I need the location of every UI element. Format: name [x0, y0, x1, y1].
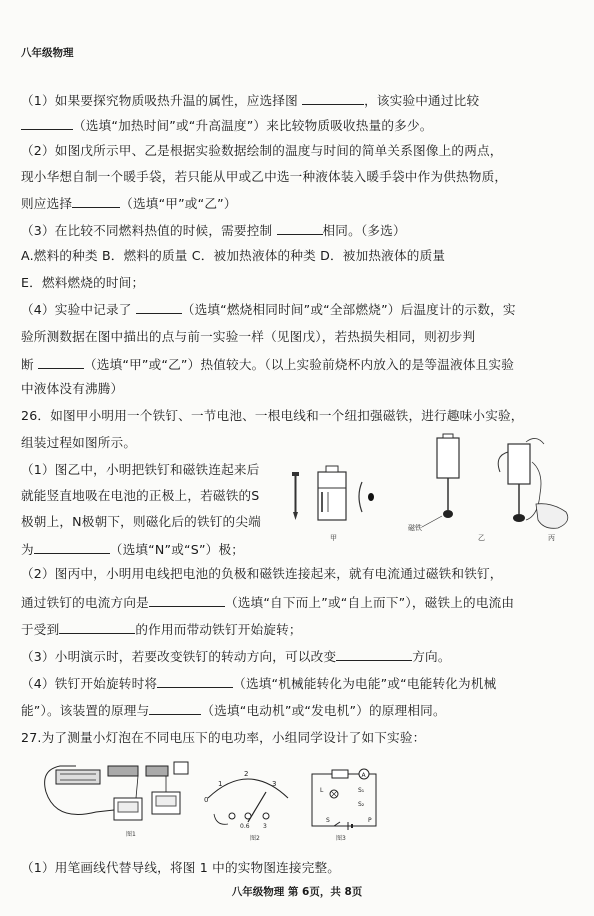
figure-26	[282, 432, 582, 560]
answer-blank[interactable]	[302, 92, 364, 105]
switch-s2-label: S₂	[358, 801, 365, 808]
magnet-illustration	[359, 482, 374, 512]
text-line	[21, 117, 433, 134]
text-line	[21, 648, 451, 665]
text-line	[21, 594, 514, 611]
text-segment: 26．如图甲小明用一个铁钉、一节电池、一根电线和一个纽扣强磁铁，进行趣味小实验，	[21, 408, 524, 423]
figure-2-meter	[204, 770, 288, 842]
text-segment: （选填“甲”或“乙”）热值较大。（以上实验前烧杯内放入的是等温液体且实验	[84, 357, 514, 372]
text-line	[21, 541, 244, 558]
text-segment: 的作用而带动铁钉开始旋转；	[135, 622, 302, 637]
text-segment: 组装过程如图所示。	[21, 435, 137, 450]
text-segment: 能”）。该装置的原理与	[21, 703, 150, 718]
meter-tick-0: 0	[204, 796, 209, 804]
answer-blank[interactable]	[149, 594, 225, 607]
switch-s-label: S	[326, 817, 330, 824]
text-line	[21, 675, 496, 692]
magnet-label: 磁铁	[408, 524, 422, 532]
text-line	[21, 408, 524, 424]
text-line	[21, 356, 514, 373]
text-segment: （4）铁钉开始旋转时将	[21, 676, 158, 691]
text-line	[21, 248, 445, 264]
answer-blank[interactable]	[136, 301, 182, 314]
text-segment: 于受到	[21, 622, 60, 637]
rheostat-label: P	[368, 817, 372, 824]
meter-tick-1: 1	[218, 780, 223, 788]
hand-battery-illustration	[498, 438, 568, 528]
label-yi: 乙	[478, 534, 485, 542]
text-segment: （2）图丙中，小明用电线把电池的负极和磁铁连接起来，就有电流通过磁铁和铁钉，	[21, 566, 503, 581]
text-segment: 现小华想自制一个暖手袋，若只能从甲或乙中选一种液体装入暖手袋中作为供热物质，	[21, 169, 508, 184]
text-line	[21, 435, 136, 451]
figure-27	[36, 752, 380, 846]
meter-terminal-3: 3	[263, 823, 267, 830]
text-segment: 极朝上，N极朝下，则磁化后的铁钉的尖端	[21, 514, 261, 529]
text-line	[21, 301, 516, 318]
text-segment: （选填“自下而上”或“自上而下”），磁铁上的电流由	[224, 595, 515, 610]
text-line	[21, 514, 261, 530]
text-segment: （1）图乙中，小明把铁钉和磁铁连起来后	[21, 462, 260, 477]
lamp-label: L	[320, 787, 324, 794]
meter-terminal-06: 0.6	[240, 823, 250, 830]
text-segment: 就能竖直地吸在电池的正极上，若磁铁的S	[21, 488, 260, 503]
ammeter-label: A	[361, 772, 366, 779]
text-segment: 方向。	[412, 649, 451, 664]
text-line	[21, 860, 340, 876]
text-segment: ，该实验中通过比较	[364, 93, 480, 108]
text-line	[21, 143, 503, 159]
text-segment: （1）如果要探究物质吸热升温的属性，应选择图	[21, 93, 303, 108]
text-line	[21, 195, 237, 212]
answer-blank[interactable]	[38, 356, 84, 369]
switch-s1-label: S₁	[358, 787, 365, 794]
text-segment: 验所测数据在图中描出的点与前一实验一样（见图戊），若热损失相同，则初步判	[21, 329, 476, 344]
battery-illustration	[318, 466, 346, 520]
text-line	[21, 169, 507, 185]
answer-blank[interactable]	[21, 117, 73, 130]
meter-tick-3: 3	[272, 780, 277, 788]
text-segment: 断	[21, 357, 38, 372]
text-segment: A.燃料的种类 B．燃料的质量 C．被加热液体的种类 D．被加热液体的质量	[21, 248, 446, 263]
caption-fig1: 图1	[126, 831, 136, 838]
text-segment: （3）小明演示时，若要改变铁钉的转动方向，可以改变	[21, 649, 337, 664]
text-line	[21, 329, 475, 345]
text-segment: 相同。（多选）	[322, 223, 406, 238]
answer-blank[interactable]	[72, 195, 120, 208]
text-line	[21, 462, 260, 478]
text-segment: （选填“N”或“S”）极；	[109, 542, 245, 557]
answer-blank[interactable]	[34, 541, 110, 554]
text-segment: （1）用笔画线代替导线，将图 1 中的实物图连接完整。	[21, 860, 341, 875]
text-line	[21, 381, 123, 397]
label-bing: 丙	[548, 534, 555, 542]
nail-illustration	[292, 472, 299, 520]
text-line	[21, 621, 302, 638]
text-line	[21, 222, 406, 239]
text-segment: （选填“甲”或“乙”）	[120, 196, 237, 211]
battery-with-nail-illustration	[408, 434, 459, 532]
text-line	[21, 566, 503, 582]
answer-blank[interactable]	[149, 702, 201, 715]
answer-blank[interactable]	[157, 675, 233, 688]
label-jia: 甲	[330, 534, 337, 542]
text-segment: E．燃料燃烧的时间；	[21, 275, 145, 290]
text-line	[21, 92, 479, 109]
text-segment: （选填“机械能转化为电能”或“电能转化为机械	[233, 676, 497, 691]
meter-tick-2: 2	[244, 770, 249, 778]
answer-blank[interactable]	[277, 222, 323, 235]
text-segment: （2）如图戊所示甲、乙是根据实验数据绘制的温度与时间的简单关系图像上的两点，	[21, 143, 503, 158]
text-segment: 则应选择	[21, 196, 73, 211]
text-segment: （选填“电动机”或“发电机”）的原理相同。	[201, 703, 446, 718]
answer-blank[interactable]	[336, 648, 412, 661]
text-segment: （3）在比较不同燃料热值的时候，需要控制	[21, 223, 277, 238]
caption-fig2: 图2	[250, 835, 260, 842]
text-line	[21, 275, 144, 291]
figure-3-circuit	[312, 769, 376, 842]
text-segment: 中液体没有沸腾）	[21, 381, 124, 396]
text-segment: 为	[21, 542, 34, 557]
text-segment: 27.为了测量小灯泡在不同电压下的电功率，小组同学设计了如下实验：	[21, 730, 426, 745]
text-segment: （选填“燃烧相同时间”或“全部燃烧”）后温度计的示数，实	[181, 302, 516, 317]
caption-fig3: 图3	[336, 835, 346, 842]
text-line	[21, 488, 259, 504]
text-segment: 通过铁钉的电流方向是	[21, 595, 149, 610]
text-segment: （4）实验中记录了	[21, 302, 136, 317]
page-header: 八年级物理	[21, 47, 74, 59]
answer-blank[interactable]	[59, 621, 135, 634]
text-line	[21, 730, 425, 746]
figure-1-apparatus	[45, 762, 188, 838]
text-segment: （选填“加热时间”或“升高温度”）来比较物质吸收热量的多少。	[73, 118, 433, 133]
text-line	[21, 702, 446, 719]
page-footer: 八年级物理 第 6页，共 8页	[231, 886, 363, 898]
